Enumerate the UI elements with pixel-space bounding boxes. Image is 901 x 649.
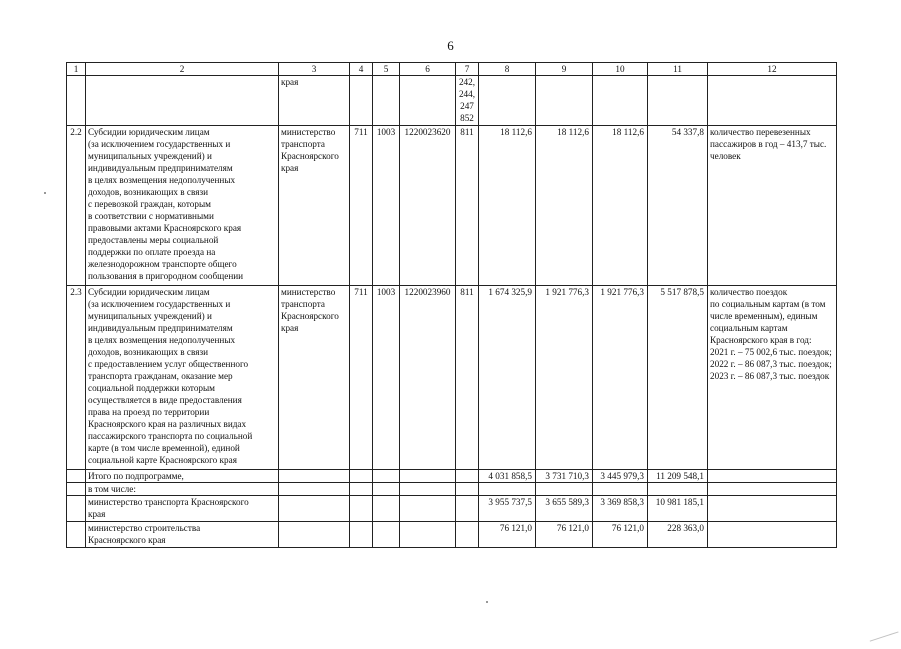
grbs-code: 711	[350, 286, 373, 470]
section-code	[373, 496, 400, 522]
amount-2023: 1 921 776,3	[593, 286, 648, 470]
amount-2022: 3 655 589,3	[536, 496, 593, 522]
section-code: 1003	[373, 286, 400, 470]
scan-dot	[486, 601, 488, 603]
grbs-code	[350, 496, 373, 522]
expected-result	[708, 483, 837, 496]
table-row	[67, 470, 837, 483]
amount-2021: 4 031 858,5	[479, 470, 536, 483]
expense-type	[456, 496, 479, 522]
amount-2023	[593, 76, 648, 126]
amount-2023: 76 121,0	[593, 522, 648, 548]
amount-2021	[479, 76, 536, 126]
amount-total	[648, 76, 708, 126]
amount-2022: 1 921 776,3	[536, 286, 593, 470]
measure-name	[86, 76, 279, 126]
amount-total: 54 337,8	[648, 126, 708, 286]
amount-2021: 3 955 737,5	[479, 496, 536, 522]
section-code	[373, 76, 400, 126]
expected-result	[708, 522, 837, 548]
expense-type: 242, 244, 247 852	[456, 76, 479, 126]
measure-name: министерство транспорта Красноярского края	[86, 496, 279, 522]
grbs-code: 711	[350, 126, 373, 286]
table-row	[67, 286, 837, 470]
measure-name: в том числе:	[86, 483, 279, 496]
expense-type: 811	[456, 286, 479, 470]
amount-2022	[536, 76, 593, 126]
measure-name: министерство строительства Красноярского края	[86, 522, 279, 548]
grbs-code	[350, 76, 373, 126]
expense-type: 811	[456, 126, 479, 286]
row-number: 2.2	[67, 126, 86, 286]
column-number: 9	[536, 63, 593, 76]
expected-result: количество поездок по социальным картам (в том числе временным), единым социальным картам Красноярского края в год: 2021 г. – 75 002,6 тыс. поездок; 2022 г. – 86 087,3 тыс. поездок; 2023 г. – 86 087,3 тыс. поездок	[708, 286, 837, 470]
column-number: 6	[400, 63, 456, 76]
column-number: 1	[67, 63, 86, 76]
grbs-code	[350, 483, 373, 496]
row-number	[67, 76, 86, 126]
table-row	[67, 522, 837, 548]
column-number: 3	[279, 63, 350, 76]
expense-type	[456, 470, 479, 483]
scan-dot	[44, 192, 46, 194]
section-code	[373, 522, 400, 548]
grbs-name: министерство транспорта Красноярского края	[279, 126, 350, 286]
target-article	[400, 76, 456, 126]
target-article: 1220023960	[400, 286, 456, 470]
expense-type	[456, 522, 479, 548]
measure-name: Субсидии юридическим лицам (за исключением государственных и муниципальных учреждений) и индивидуальным предпринимателям в целях возмещения недополученных доходов, возникающих в связи с предоставлением услуг общественного транспорта гражданам, оказание мер социальной поддержки которым осуществляется в виде предоставления права на проезд по территории Красноярского края на различных видах пассажирского транспорта по социальной карте (в том числе временной), единой социальной карте Красноярского края	[86, 286, 279, 470]
measure-name: Итого по подпрограмме,	[86, 470, 279, 483]
grbs-code	[350, 522, 373, 548]
amount-2021: 76 121,0	[479, 522, 536, 548]
section-code	[373, 483, 400, 496]
grbs-name	[279, 483, 350, 496]
target-article	[400, 522, 456, 548]
column-number: 7	[456, 63, 479, 76]
grbs-code	[350, 470, 373, 483]
expected-result	[708, 496, 837, 522]
amount-total: 228 363,0	[648, 522, 708, 548]
section-code	[373, 470, 400, 483]
grbs-name: края	[279, 76, 350, 126]
column-number: 11	[648, 63, 708, 76]
target-article	[400, 496, 456, 522]
program-table	[66, 62, 837, 548]
target-article: 1220023620	[400, 126, 456, 286]
grbs-name	[279, 496, 350, 522]
amount-2022: 3 731 710,3	[536, 470, 593, 483]
expected-result	[708, 76, 837, 126]
column-number: 10	[593, 63, 648, 76]
column-number: 2	[86, 63, 279, 76]
expected-result	[708, 470, 837, 483]
amount-total: 10 981 185,1	[648, 496, 708, 522]
grbs-name	[279, 470, 350, 483]
column-number: 5	[373, 63, 400, 76]
column-number: 4	[350, 63, 373, 76]
row-number	[67, 496, 86, 522]
expense-type	[456, 483, 479, 496]
scan-edge	[870, 631, 901, 649]
table-row	[67, 76, 837, 126]
amount-2021	[479, 483, 536, 496]
column-number: 12	[708, 63, 837, 76]
amount-total: 11 209 548,1	[648, 470, 708, 483]
column-number: 8	[479, 63, 536, 76]
page-number: 6	[447, 38, 454, 53]
amount-2022	[536, 483, 593, 496]
row-number	[67, 483, 86, 496]
amount-2022: 18 112,6	[536, 126, 593, 286]
amount-2021: 18 112,6	[479, 126, 536, 286]
grbs-name: министерство транспорта Красноярского края	[279, 286, 350, 470]
target-article	[400, 483, 456, 496]
amount-2023: 3 369 858,3	[593, 496, 648, 522]
amount-2023: 3 445 979,3	[593, 470, 648, 483]
table-row	[67, 483, 837, 496]
section-code: 1003	[373, 126, 400, 286]
column-number-row	[67, 63, 837, 76]
expected-result: количество перевезенных пассажиров в год – 413,7 тыс. человек	[708, 126, 837, 286]
table-row	[67, 496, 837, 522]
grbs-name	[279, 522, 350, 548]
measure-name: Субсидии юридическим лицам (за исключением государственных и муниципальных учреждений) и индивидуальным предпринимателям в целях возмещения недополученных доходов, возникающих в связи с перевозкой граждан, которым в соответствии с нормативными правовыми актами Красноярского края предоставлены меры социальной поддержки по оплате проезда на железнодорожном транспорте общего пользования в пригородном сообщении	[86, 126, 279, 286]
amount-2022: 76 121,0	[536, 522, 593, 548]
amount-2023: 18 112,6	[593, 126, 648, 286]
amount-2023	[593, 483, 648, 496]
row-number: 2.3	[67, 286, 86, 470]
table-row	[67, 126, 837, 286]
target-article	[400, 470, 456, 483]
amount-2021: 1 674 325,9	[479, 286, 536, 470]
row-number	[67, 470, 86, 483]
amount-total	[648, 483, 708, 496]
amount-total: 5 517 878,5	[648, 286, 708, 470]
row-number	[67, 522, 86, 548]
